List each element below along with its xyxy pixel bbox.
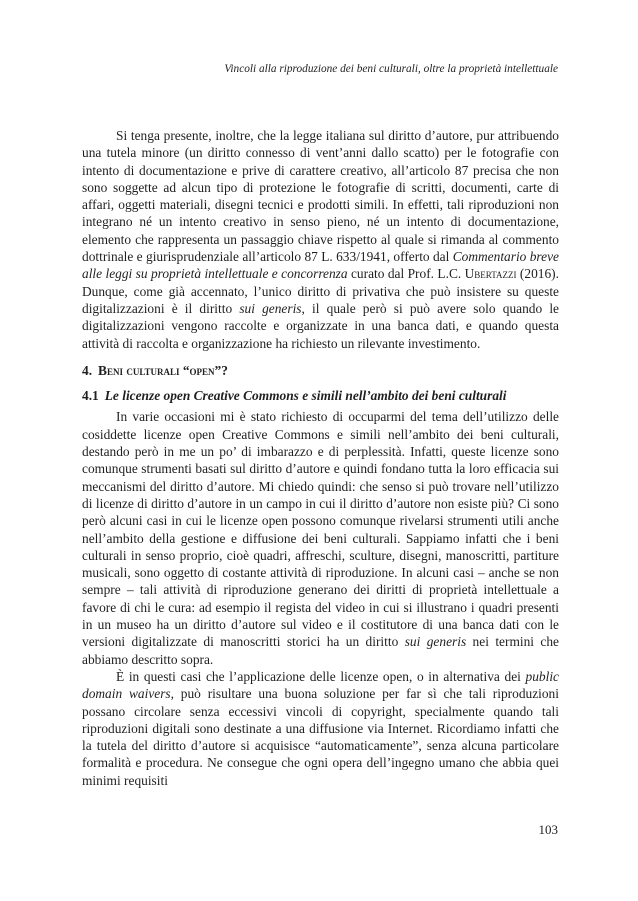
paragraph-text: curato dal Prof. L.C. xyxy=(347,266,465,282)
section-number: 4. xyxy=(82,362,93,378)
paragraph-text: nei termini che abbiamo descritto sopra. xyxy=(82,634,559,667)
paragraph-text: , può risultare una buona soluzione per far sì che tali riproduzioni possano circolare senza eccessivi vincoli di copyright, specialmente quando tali riproduzioni digitali sono destinate a una diffusione via Internet. Ricordiamo infatti che la tutela del diritto d’autore si acquisisce “automaticamente”, senza alcuna particolare formalità e procedura. Ne consegue che ogni opera dell’ingegno umano che abbia quei minimi requisiti xyxy=(82,686,559,788)
paragraph-public-domain xyxy=(82,668,559,789)
italic-term: public domain waivers xyxy=(82,668,559,702)
book-title-italic: Commentario breve alle leggi su proprietà intellettuale e concorrenza xyxy=(82,249,559,282)
section-heading-4 xyxy=(82,362,559,379)
section-title: Beni culturali “open”? xyxy=(98,362,228,378)
subsection-number: 4.1 xyxy=(82,388,99,404)
paragraph-open-licenses xyxy=(82,408,559,667)
italic-term: sui generis xyxy=(239,300,302,316)
page-number: 103 xyxy=(538,822,558,837)
subsection-heading-4-1 xyxy=(82,387,559,404)
paragraph-text: In varie occasioni mi è stato richiesto di occuparmi del tema dell’utilizzo delle cosiddette licenze open Creative Commons e simili nell’ambito dei beni culturali, destando però in me un po’ di imbarazzo e di perplessità. Infatti, queste licenze sono comunque strumenti basati sul diritto d’autore e quindi fondano tutta la loro efficacia sui meccanismi del diritto d’autore. Mi chiedo quindi: che senso si può trovare nell’utilizzo di licenze di diritto d’autore in un campo in cui il diritto d’autore non esiste più? Ci sono però alcuni casi in cui le licenze open possono comunque rivelarsi strumenti utili anche nell’ambito della gestione e diffusione dei beni culturali. Sappiamo infatti che i beni culturali in senso proprio, cioè quadri, affreschi, sculture, disegni, manoscritti, partiture musicali, sono oggetto di costante attività di riproduzione. In alcuni casi – anche se non sempre – tali attività di riproduzione generano dei diritti di proprietà intellettuale a favore di chi le cura: ad esempio il regista del video in cui si illustrano i quadri presenti in un museo ha un diritto d’autore sul video e il costitutore di una banca dati con le versioni digitalizzate di manoscritti storici ha un diritto xyxy=(82,409,559,650)
italic-term: sui generis xyxy=(404,634,467,650)
subsection-title: Le licenze open Creative Commons e simili nell’ambito dei beni culturali xyxy=(104,388,507,404)
body-text xyxy=(82,127,559,789)
paragraph-text: Si tenga presente, inoltre, che la legge italiana sul diritto d’autore, pur attribuendo una tutela minore (un diritto connesso di vent’anni dallo scatto) per le fotografie con intento di documentazione e prive di carattere creativo, all’articolo 87 precisa che non sono soggette ad alcun tipo di protezione le fotografie di scritti, documenti, carte di affari, oggetti materiali, disegni tecnici e prodotti simili. In effetti, tali riproduzioni non integrano né un intento creativo in senso pieno, né un intento di documentazione, elemento che rappresenta un passaggio chiave rispetto al quale si rimanda al commento dottrinale e giurisprudenziale all’articolo 87 L. 633/1941, offerto dal xyxy=(82,128,559,265)
paragraph-text: (2016). Dunque, come già accennato, l’unico diritto di privativa che può insistere su queste digitalizzazioni è il diritto xyxy=(82,266,559,316)
paragraph-text: È in questi casi che l’applicazione delle licenze open, o in alternativa dei xyxy=(116,668,526,684)
running-header: Vincoli alla riproduzione dei beni culturali, oltre la proprietà intellettuale xyxy=(224,63,558,75)
paragraph-photography-exemption xyxy=(82,127,559,352)
paragraph-text: , il quale però si può avere solo quando le digitalizzazioni vengono raccolte e organizzate in una banca dati, e quando questa attività di raccolta e organizzazione ha richiesto un rilevante investimento. xyxy=(82,300,559,351)
author-name: Ubertazzi xyxy=(464,266,517,282)
